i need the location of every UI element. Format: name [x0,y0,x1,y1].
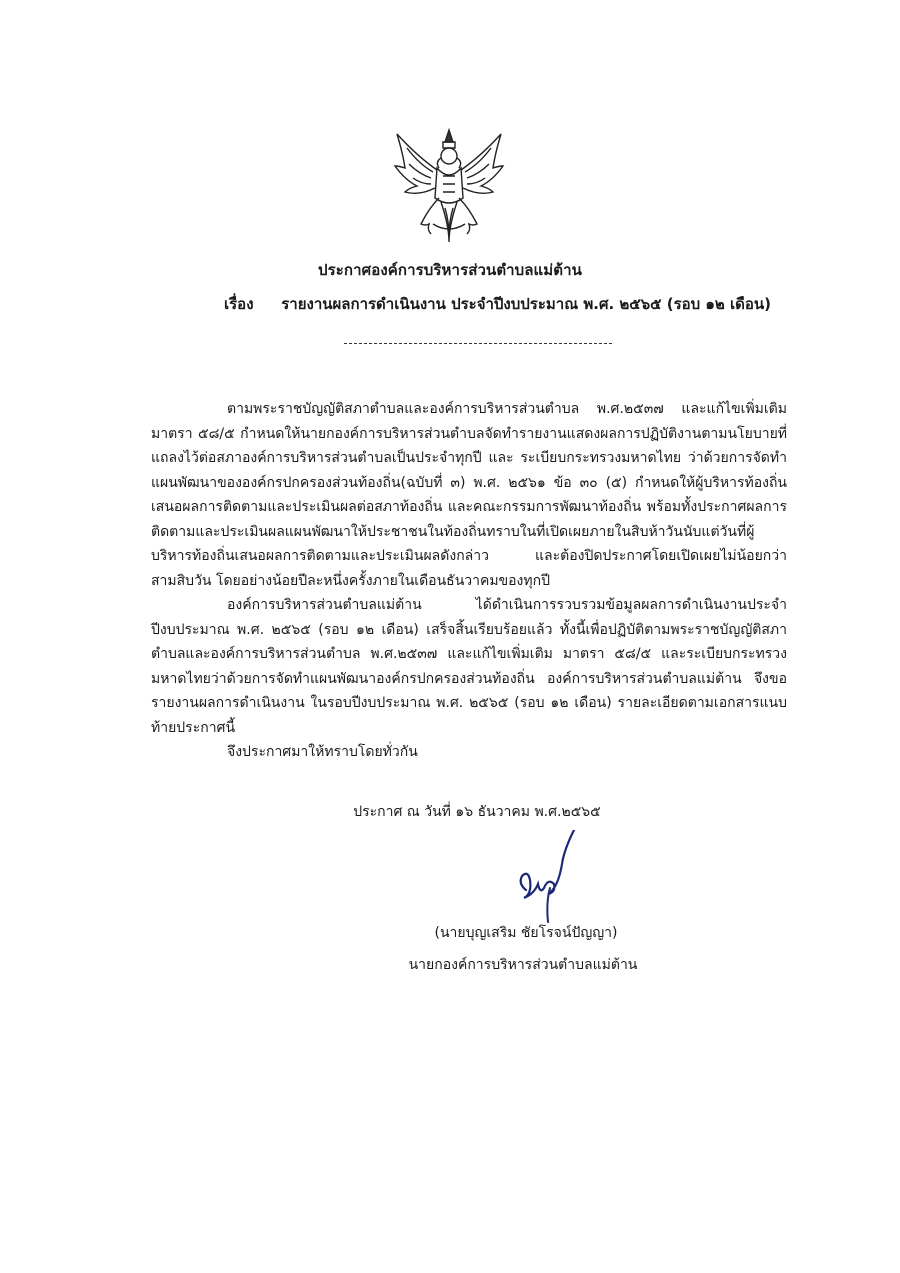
subject-text: รายงานผลการดำเนินงาน ประจำปีงบประมาณ พ.ศ. ๒๕๖๕ (รอบ ๑๒ เดือน) [281,295,772,313]
signer-title: นายกองค์การบริหารส่วนตำบลแม่ต้าน [408,957,638,973]
body-paragraph-3: จึงประกาศมาให้ทราบโดยทั่วกัน [227,744,418,760]
announcement-subject [224,292,771,316]
announcement-body [151,397,787,765]
body-paragraph-2: องค์การบริหารส่วนตำบลแม่ต้าน ได้ดำเนินการรวบรวมข้อมูลผลการดำเนินงานประจำปีงบประมาณ พ.ศ. ๒๕๖๕ (รอบ ๑๒ เดือน) เสร็จสิ้นเรียบร้อยแล้ว ทั้งนี้เพื่อปฏิบัติตามพระราชบัญญัติสภาตำบลและองค์การบริหารส่วนตำบล พ.ศ.๒๕๓๗ และแก้ไขเพิ่มเติม มาตรา ๕๘/๕ และระเบียบกระทรวงมหาดไทยว่าด้วยการจัดทำแผนพัฒนาองค์กรปกครองส่วนท้องถิ่น องค์การบริหารส่วนตำบลแม่ต้าน จึงขอรายงานผลการดำเนินงาน ในรอบปีงบประมาณ พ.ศ. ๒๕๖๕ (รอบ ๑๒ เดือน) รายละเอียดตามเอกสารแนบท้ายประกาศนี้ [151,597,787,736]
announcement-title: ประกาศองค์การบริหารส่วนตำบลแม่ต้าน [317,261,583,279]
signature-icon [506,830,586,926]
divider-line [344,343,612,344]
garuda-emblem-icon [393,128,505,246]
signer-name: (นายบุญเสริม ชัยโรจน์ปัญญา) [434,925,618,941]
subject-label: เรื่อง [224,295,254,313]
announcement-date: ประกาศ ณ วันที่ ๑๖ ธันวาคม พ.ศ.๒๕๖๕ [353,804,601,820]
body-paragraph-1: ตามพระราชบัญญัติสภาตำบลและองค์การบริหารส่วนตำบล พ.ศ.๒๕๓๗ และแก้ไขเพิ่มเติม มาตรา ๕๘/๕ กำหนดให้นายกองค์การบริหารส่วนตำบลจัดทำรายงานแสดงผลการปฏิบัติงานตามนโยบายที่แถลงไว้ต่อสภาองค์การบริหารส่วนตำบลเป็นประจำทุกปี และ ระเบียบกระทรวงมหาดไทย ว่าด้วยการจัดทำแผนพัฒนาขององค์กรปกครองส่วนท้องถิ่น(ฉบับที่ ๓) พ.ศ. ๒๕๖๑ ข้อ ๓๐ (๕) กำหนดให้ผู้บริหารท้องถิ่นเสนอผลการติดตามและประเมินผลต่อสภาท้องถิ่น และคณะกรรมการพัฒนาท้องถิ่น พร้อมทั้งประกาศผลการติดตามและประเมินผลแผนพัฒนาให้ประชาชนในท้องถิ่นทราบในที่เปิดเผยภายในสิบห้าวันนับแต่วันที่ผู้บริหารท้องถิ่นเสนอผลการติดตามและประเมินผลดังกล่าว และต้องปิดประกาศโดยเปิดเผยไม่น้อยกว่าสามสิบวัน โดยอย่างน้อยปีละหนึ่งครั้งภายในเดือนธันวาคมของทุกปี [151,401,787,589]
